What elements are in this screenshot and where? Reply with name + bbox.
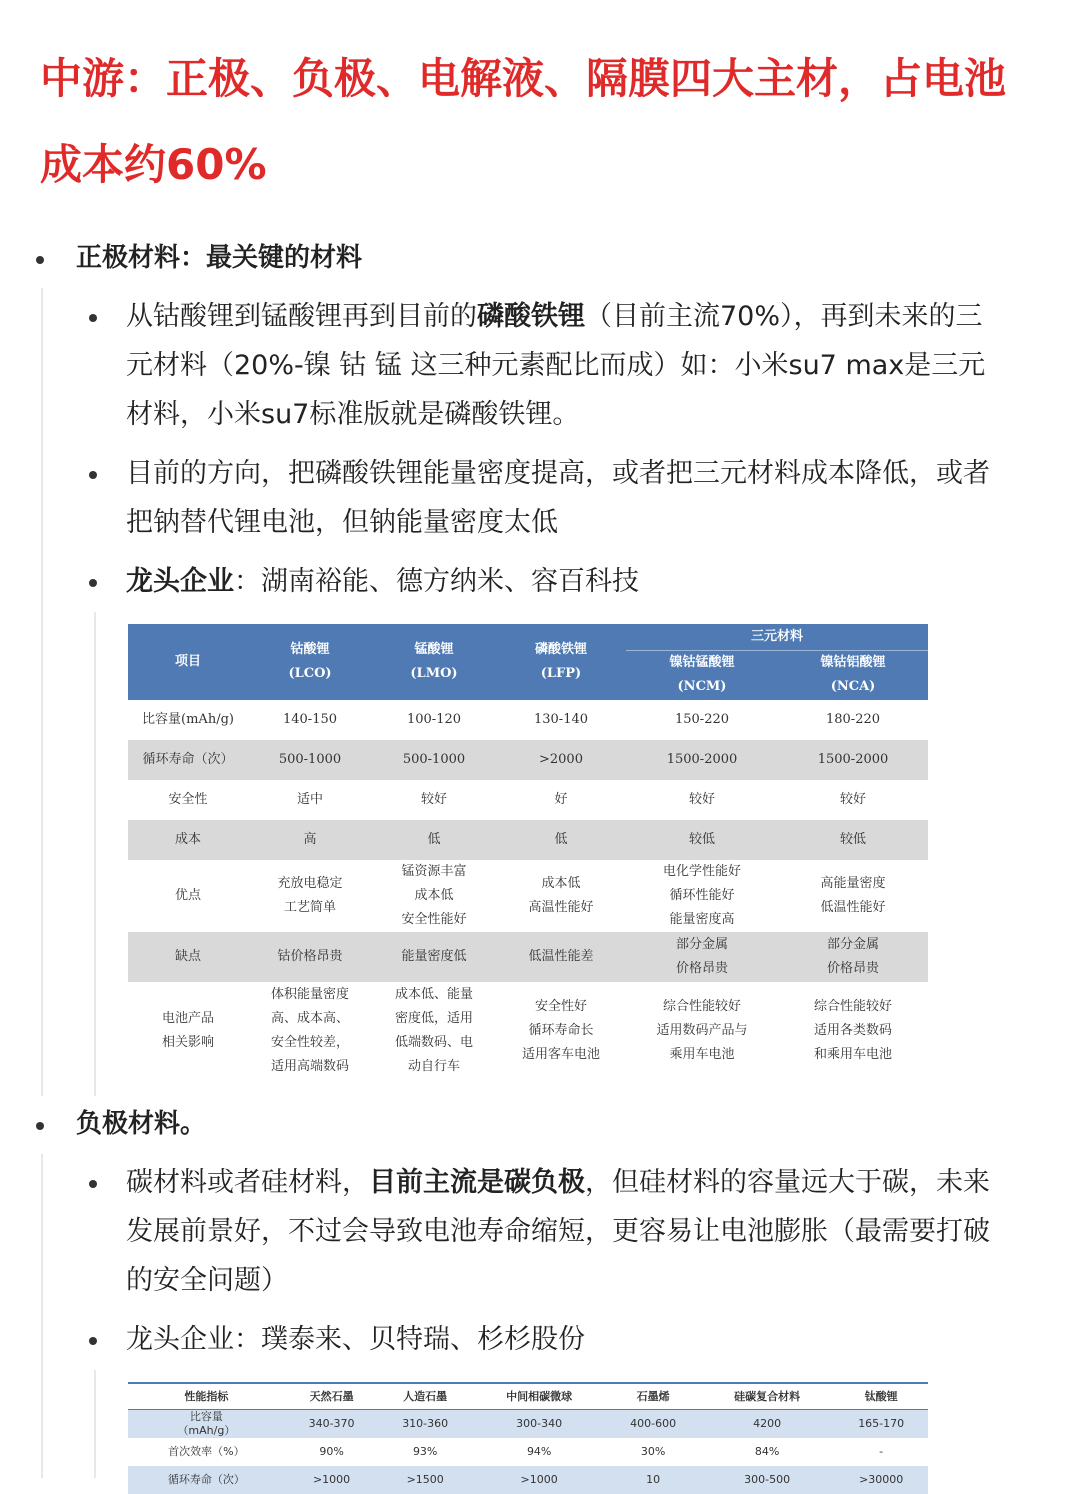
cathode-comparison-table <box>128 624 928 1080</box>
table-row <box>128 860 928 932</box>
bullet-dot <box>36 256 44 264</box>
table-cell: 锰资源丰富 成本低 安全性能好 <box>372 860 496 932</box>
table-cell: 340-370 <box>285 1409 379 1438</box>
table-cell: 钴价格昂贵 <box>248 932 372 982</box>
table-header: 镍钴铝酸锂 (NCA) <box>778 650 928 700</box>
table-header: 性能指标 <box>128 1383 285 1409</box>
table-cell: >1500 <box>378 1466 472 1494</box>
row-label-cell: 优点 <box>128 860 248 932</box>
bullet-dot <box>89 579 97 587</box>
table-row <box>128 820 928 860</box>
text-span: ：湖南裕能、德方纳米、容百科技 <box>234 566 639 597</box>
row-label-cell: 安全性 <box>128 780 248 820</box>
text-span: 从钴酸锂到锰酸锂再到目前的 <box>126 301 477 332</box>
table-cell: 能量密度低 <box>372 932 496 982</box>
table-row <box>128 780 928 820</box>
row-label-cell: 比容量(mAh/g) <box>128 700 248 740</box>
table-cell: - <box>834 1438 928 1466</box>
table-header: 天然石墨 <box>285 1383 379 1409</box>
section-heading-anode: 负极材料。 <box>76 1109 207 1139</box>
table-cell: 充放电稳定 工艺简单 <box>248 860 372 932</box>
table-row <box>128 740 928 780</box>
table-cell: 成本低、能量 密度低，适用 低端数码、电 动自行车 <box>372 982 496 1080</box>
table-header: 钛酸锂 <box>834 1383 928 1409</box>
bullet-dot <box>89 1180 97 1188</box>
table-cell: >1000 <box>472 1466 606 1494</box>
table-cell: 较好 <box>626 780 778 820</box>
table-header: 人造石墨 <box>378 1383 472 1409</box>
table-header: 石墨烯 <box>606 1383 700 1409</box>
anode-bullet-1 <box>126 1158 1006 1305</box>
table-cell: 10 <box>606 1466 700 1494</box>
table-cell: 较低 <box>778 820 928 860</box>
bullet-dot <box>89 1337 97 1345</box>
table-cell: 电化学性能好 循环性能好 能量密度高 <box>626 860 778 932</box>
table-cell: 成本低 高温性能好 <box>496 860 626 932</box>
anode-bullet-2: 龙头企业：璞泰来、贝特瑞、杉杉股份 <box>126 1324 585 1355</box>
table-cell: 低 <box>372 820 496 860</box>
indent-guide <box>94 612 96 1096</box>
text-span: （目前主流70%），再到未来的三元材料（20%-镍 钴 锰 这三种元素配比而成）如：小米su7 max是三元材料，小米su7标准版就是磷酸铁锂。 <box>126 301 986 430</box>
table-cell: 300-500 <box>700 1466 834 1494</box>
table-cell: 高 <box>248 820 372 860</box>
anode-comparison-table <box>128 1382 928 1494</box>
table-cell: 安全性好 循环寿命长 适用客车电池 <box>496 982 626 1080</box>
indent-guide <box>41 288 43 1096</box>
table-cell: 30% <box>606 1438 700 1466</box>
table-cell: 100-120 <box>372 700 496 740</box>
table-cell: 较好 <box>372 780 496 820</box>
row-label-cell: 首次效率（%） <box>128 1438 285 1466</box>
table-cell: 93% <box>378 1438 472 1466</box>
table-cell: 140-150 <box>248 700 372 740</box>
table-header: 项目 <box>128 624 248 700</box>
row-label-cell: 电池产品 相关影响 <box>128 982 248 1080</box>
table-row <box>128 1466 928 1494</box>
indent-guide <box>41 1154 43 1478</box>
table-cell: >30000 <box>834 1466 928 1494</box>
row-label-cell: 循环寿命（次） <box>128 740 248 780</box>
table-cell: 84% <box>700 1438 834 1466</box>
row-label-cell: 比容量 （mAh/g） <box>128 1409 285 1438</box>
table-cell: 500-1000 <box>248 740 372 780</box>
table-row <box>128 982 928 1080</box>
table-cell: 1500-2000 <box>778 740 928 780</box>
table-group-header: 三元材料 <box>626 624 928 650</box>
table-cell: 500-1000 <box>372 740 496 780</box>
table-cell: 体积能量密度 高、成本高、 安全性较差， 适用高端数码 <box>248 982 372 1080</box>
cathode-bullet-3 <box>126 557 1006 606</box>
text-span: ，但硅材料的容量远大于碳，未来发展前景好，不过会导致电池寿命缩短，更容易让电池膨胀（最需要打破的安全问题） <box>126 1167 990 1296</box>
table-cell: 180-220 <box>778 700 928 740</box>
table-cell: 高能量密度 低温性能好 <box>778 860 928 932</box>
table-cell: 310-360 <box>378 1409 472 1438</box>
bullet-dot <box>89 314 97 322</box>
table-cell: 94% <box>472 1438 606 1466</box>
bullet-dot <box>89 471 97 479</box>
table-cell: 较低 <box>626 820 778 860</box>
row-label-cell: 缺点 <box>128 932 248 982</box>
table-cell: 1500-2000 <box>626 740 778 780</box>
table-cell: 好 <box>496 780 626 820</box>
indent-guide <box>94 1370 96 1478</box>
table-cell: 90% <box>285 1438 379 1466</box>
table-cell: 165-170 <box>834 1409 928 1438</box>
table-row <box>128 932 928 982</box>
table-cell: 130-140 <box>496 700 626 740</box>
cathode-bullet-2: 目前的方向，把磷酸铁锂能量密度提高，或者把三元材料成本降低，或者把钠替代锂电池，但钠能量密度太低 <box>126 458 990 538</box>
table-header: 镍钴锰酸锂 (NCM) <box>626 650 778 700</box>
table-row <box>128 700 928 740</box>
bold-text: 龙头企业 <box>126 566 234 597</box>
table-cell: 400-600 <box>606 1409 700 1438</box>
table-cell: >1000 <box>285 1466 379 1494</box>
table-cell: 综合性能较好 适用各类数码 和乘用车电池 <box>778 982 928 1080</box>
bullet-dot <box>36 1122 44 1130</box>
table-header: 磷酸铁锂 (LFP) <box>496 624 626 700</box>
table-cell: 部分金属 价格昂贵 <box>626 932 778 982</box>
table-row <box>128 1438 928 1466</box>
table-cell: 较好 <box>778 780 928 820</box>
table-header: 钴酸锂 (LCO) <box>248 624 372 700</box>
row-label-cell: 成本 <box>128 820 248 860</box>
row-label-cell: 循环寿命（次） <box>128 1466 285 1494</box>
bold-text: 磷酸铁锂 <box>477 301 585 332</box>
table-cell: 低 <box>496 820 626 860</box>
table-header: 中间相碳微球 <box>472 1383 606 1409</box>
cathode-bullet-1 <box>126 292 1006 439</box>
table-cell: 150-220 <box>626 700 778 740</box>
section-heading-cathode: 正极材料：最关键的材料 <box>76 243 363 273</box>
table-row <box>128 1409 928 1438</box>
table-cell: >2000 <box>496 740 626 780</box>
bold-text: 目前主流是碳负极 <box>369 1167 585 1198</box>
table-cell: 300-340 <box>472 1409 606 1438</box>
table-cell: 适中 <box>248 780 372 820</box>
table-header: 硅碳复合材料 <box>700 1383 834 1409</box>
table-cell: 低温性能差 <box>496 932 626 982</box>
table-header: 锰酸锂 (LMO) <box>372 624 496 700</box>
table-cell: 部分金属 价格昂贵 <box>778 932 928 982</box>
table-cell: 4200 <box>700 1409 834 1438</box>
table-cell: 综合性能较好 适用数码产品与 乘用车电池 <box>626 982 778 1080</box>
page-title: 中游：正极、负极、电解液、隔膜四大主材，占电池成本约60% <box>40 54 1007 189</box>
anode-table-container <box>128 1382 928 1486</box>
text-span: 碳材料或者硅材料， <box>126 1167 369 1198</box>
